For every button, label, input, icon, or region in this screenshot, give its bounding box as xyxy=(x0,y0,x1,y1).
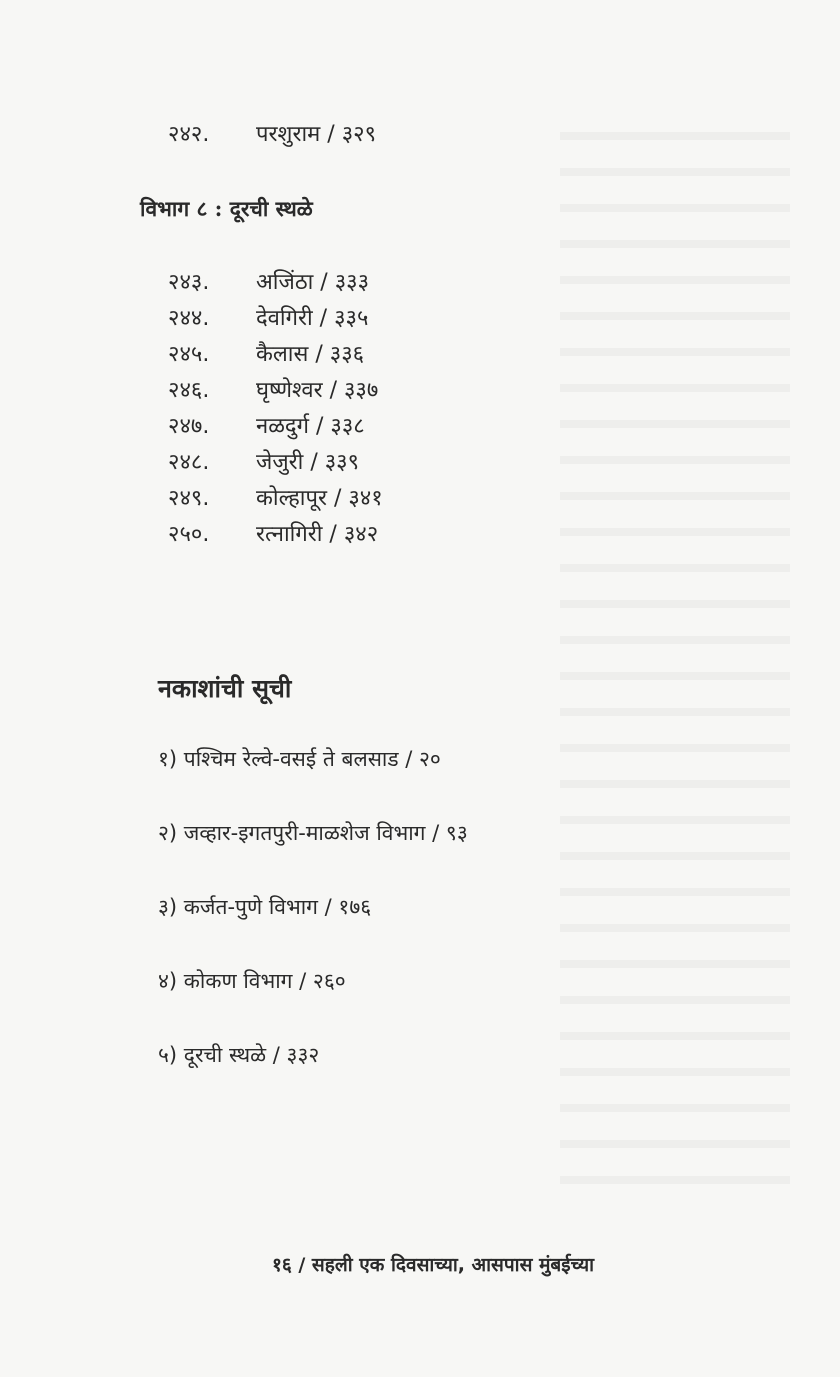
entry-number: २४७. xyxy=(168,414,210,439)
toc-entry xyxy=(168,412,365,442)
entry-number: २४६. xyxy=(168,378,210,403)
entry-text: नळदुर्ग / ३३८ xyxy=(256,414,365,439)
map-list-item: ५) दूरची स्थळे / ३३२ xyxy=(158,1043,320,1067)
entry-text: कोल्हापूर / ३४१ xyxy=(256,486,383,511)
entry-text: देवगिरी / ३३५ xyxy=(256,306,369,331)
toc-entry xyxy=(168,448,359,478)
map-list-item: २) जव्हार-इगतपुरी-माळशेज विभाग / ९३ xyxy=(158,821,468,845)
entry-text: कैलास / ३३६ xyxy=(256,342,365,367)
page-footer: १६ / सहली एक दिवसाच्या, आसपास मुंबईच्या xyxy=(272,1254,595,1276)
toc-entry xyxy=(168,484,383,514)
toc-entry xyxy=(168,340,364,370)
entry-number: २४४. xyxy=(168,306,210,331)
entry-number: २५०. xyxy=(168,522,210,547)
entry-text: घृष्णेश्वर / ३३७ xyxy=(256,378,379,403)
reverse-side-show-through xyxy=(560,110,790,1210)
section-heading: विभाग ८ : दूरची स्थळे xyxy=(140,196,313,221)
map-list-item: ४) कोकण विभाग / २६० xyxy=(158,969,346,993)
entry-text: परशुराम / ३२९ xyxy=(256,122,377,147)
entry-number: २४९. xyxy=(168,486,210,511)
map-list-item: ३) कर्जत-पुणे विभाग / १७६ xyxy=(158,895,372,919)
entry-number: २४३. xyxy=(168,270,210,295)
entry-number: २४८. xyxy=(168,450,210,475)
toc-entry-242 xyxy=(168,120,376,150)
entry-text: अजिंठा / ३३३ xyxy=(256,270,370,295)
toc-entry xyxy=(168,520,378,550)
entry-number: २४५. xyxy=(168,342,210,367)
entry-text: रत्नागिरी / ३४२ xyxy=(256,522,379,547)
map-list-item: १) पश्चिम रेल्वे-वसई ते बलसाड / २० xyxy=(158,747,441,771)
toc-entry xyxy=(168,268,369,298)
toc-entry xyxy=(168,304,368,334)
toc-entry xyxy=(168,376,378,406)
entry-text: जेजुरी / ३३९ xyxy=(256,450,360,475)
maps-list-heading: नकाशांची सूची xyxy=(158,674,292,703)
entry-number: २४२. xyxy=(168,122,210,147)
